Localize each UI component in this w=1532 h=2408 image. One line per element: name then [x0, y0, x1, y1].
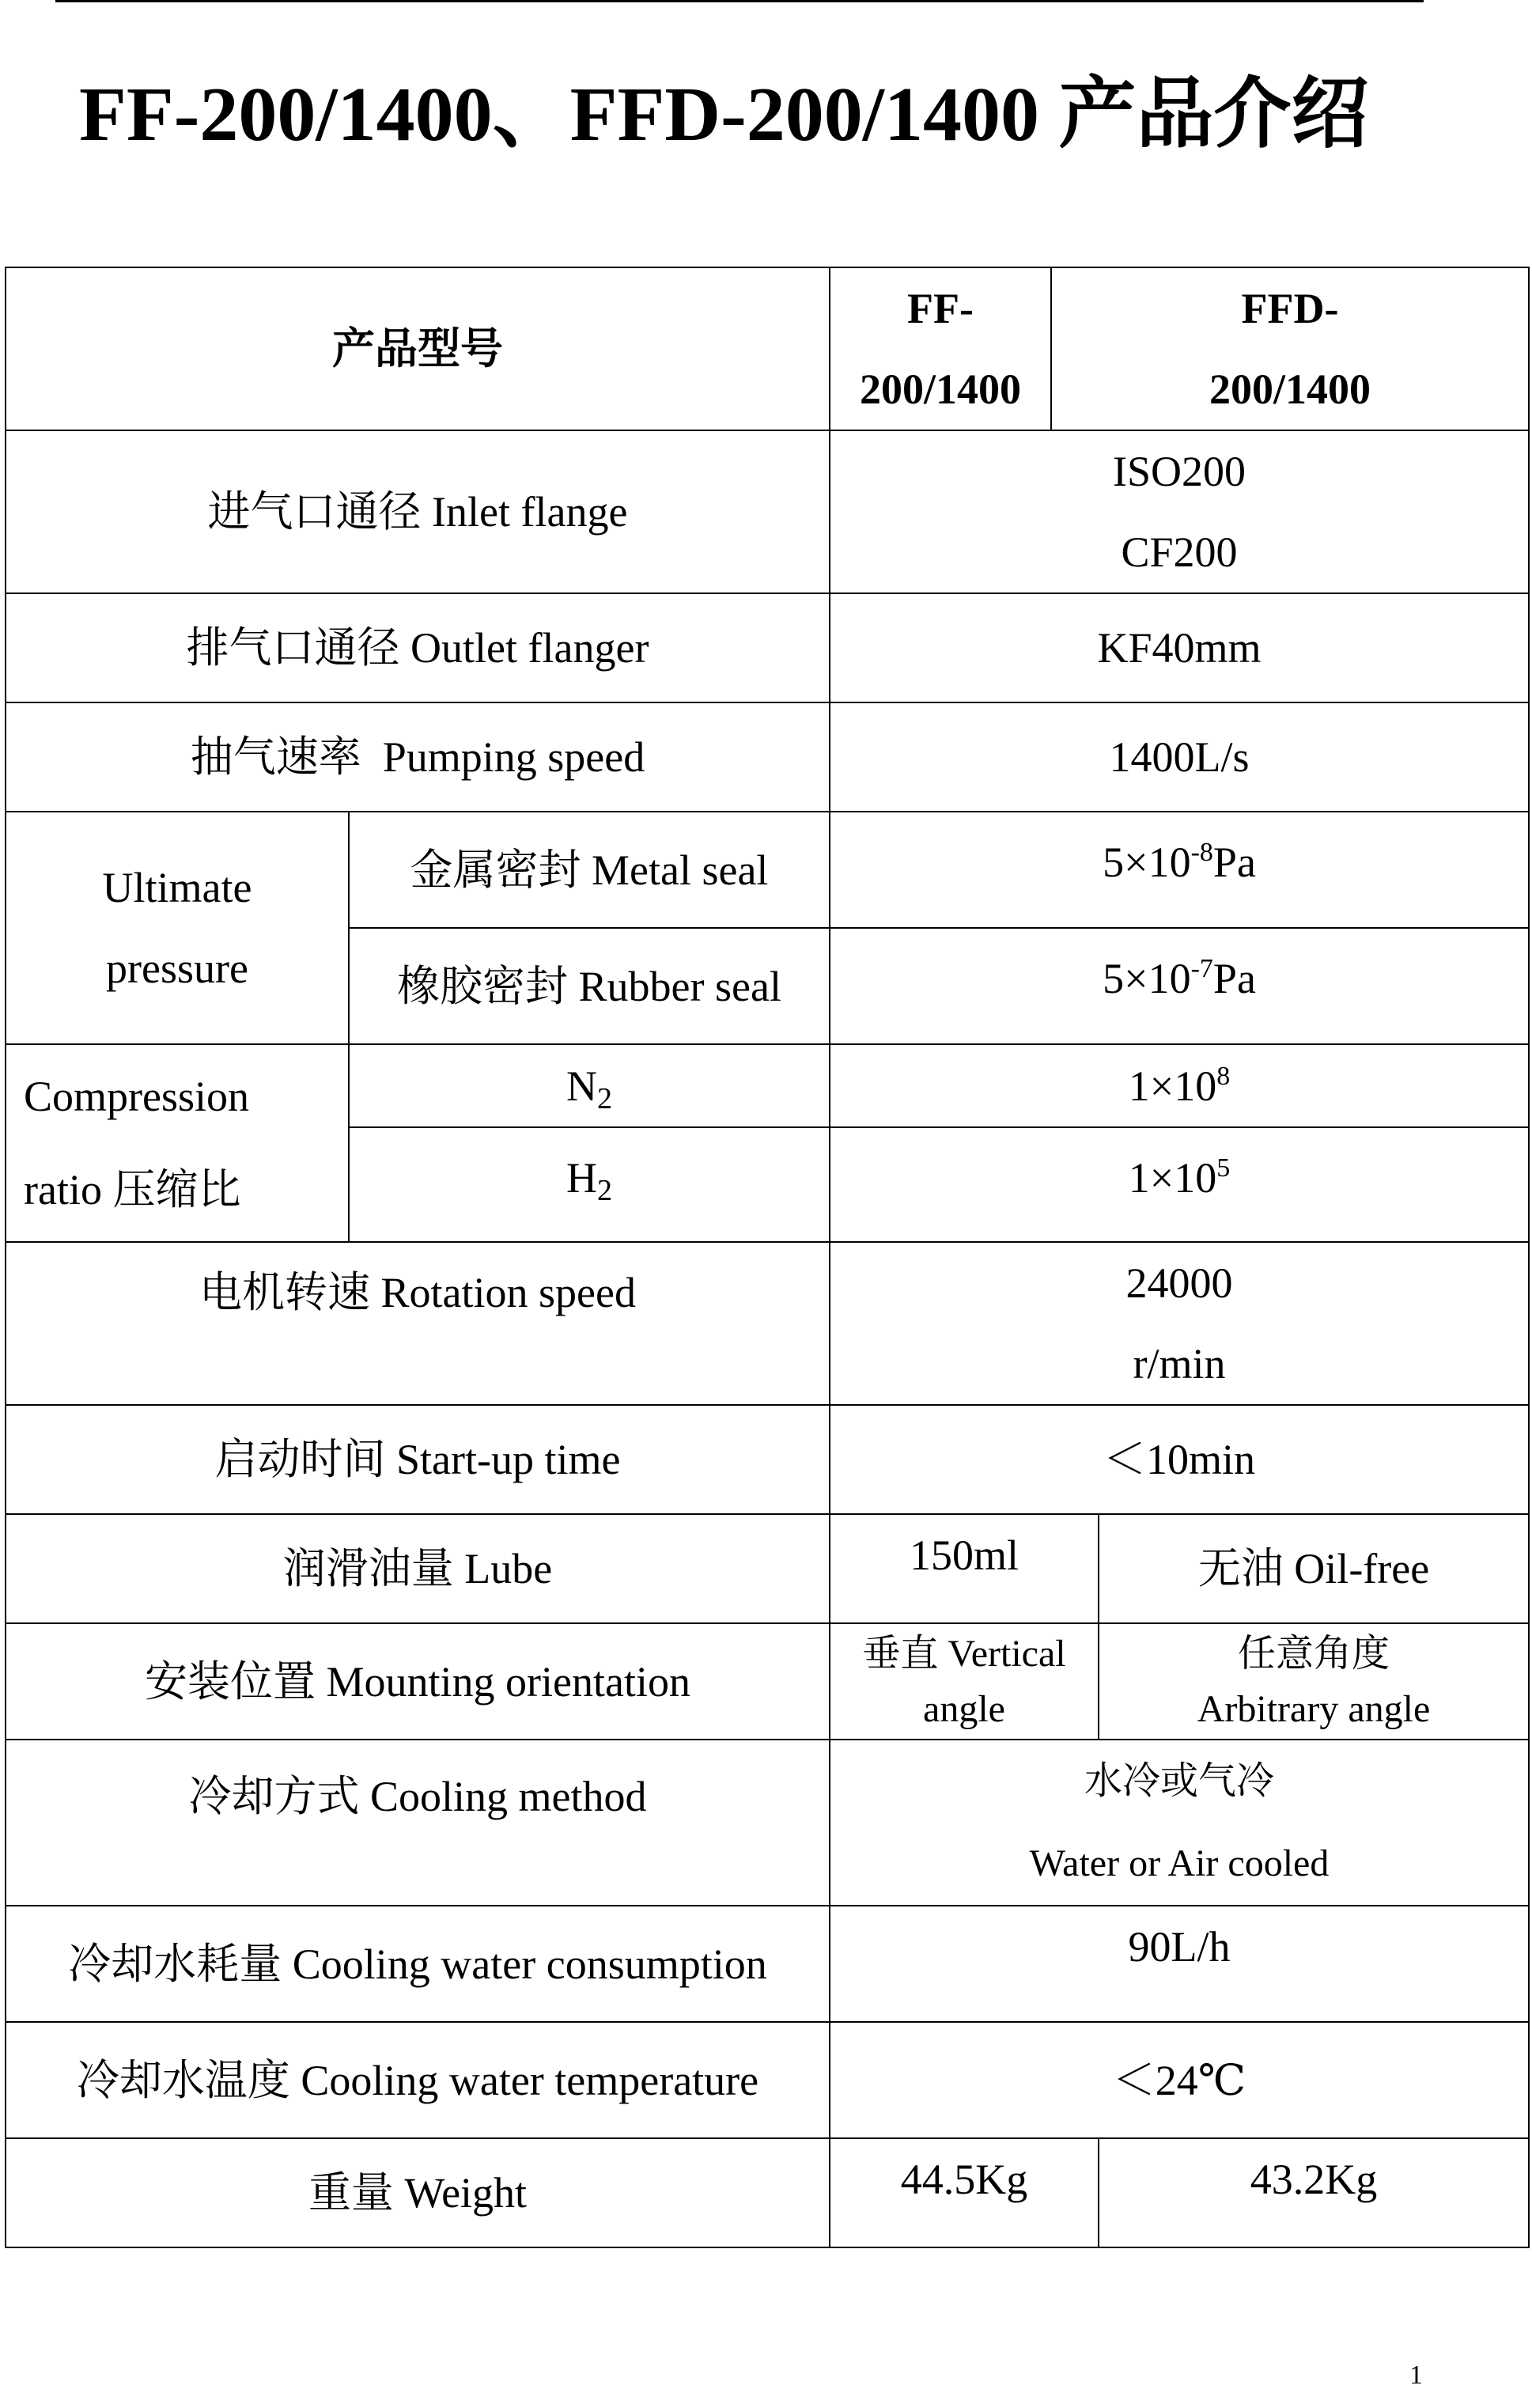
compression-label-line-2: ratio 压缩比 [24, 1166, 241, 1213]
lube-ff-value: 150ml [830, 1514, 1099, 1623]
water-temp-value: ＜24℃ [830, 2022, 1529, 2138]
top-rule [55, 0, 1424, 2]
outlet-row [6, 593, 1529, 702]
mounting-row [6, 1623, 1529, 1740]
inlet-value-cell [830, 430, 1529, 593]
weight-label: 重量 Weight [6, 2138, 830, 2247]
spec-table [5, 267, 1530, 2248]
lube-row [6, 1514, 1529, 1623]
inlet-value-line-2: CF200 [1121, 528, 1238, 576]
rotation-label: 电机转速 Rotation speed [6, 1242, 830, 1405]
mounting-ff-line-1: 垂直 Vertical [862, 1632, 1066, 1675]
page-number: 1 [1409, 2361, 1423, 2390]
compression-label-cell [6, 1044, 349, 1242]
mounting-ff-cell [830, 1623, 1099, 1740]
pumping-row [6, 702, 1529, 812]
water-consumption-value: 90L/h [830, 1906, 1529, 2022]
model-label: 产品型号 [6, 267, 830, 430]
metal-seal-value-unit: Pa [1212, 839, 1256, 886]
h2-label [349, 1127, 830, 1242]
cooling-label: 冷却方式 Cooling method [6, 1740, 830, 1906]
startup-row [6, 1405, 1529, 1514]
water-temp-label: 冷却水温度 Cooling water temperature [6, 2022, 830, 2138]
ff-model-cell [830, 267, 1051, 430]
ultimate-label-cell [6, 812, 349, 1044]
metal-seal-value [830, 812, 1529, 928]
mounting-ffd-cell [1099, 1623, 1529, 1740]
h2-label-sub: 2 [597, 1174, 612, 1207]
lube-label: 润滑油量 Lube [6, 1514, 830, 1623]
mounting-label: 安装位置 Mounting orientation [6, 1623, 830, 1740]
mounting-ff-line-2: angle [923, 1687, 1005, 1730]
rotation-value-line-2: r/min [1133, 1340, 1226, 1388]
ffd-model-cell [1051, 267, 1529, 430]
rotation-value-line-1: 24000 [1125, 1259, 1233, 1307]
outlet-label: 排气口通径 Outlet flanger [6, 593, 830, 702]
n2-label-base: N [566, 1062, 597, 1110]
ffd-model-line-2: 200/1400 [1209, 365, 1371, 413]
rotation-value-cell [830, 1242, 1529, 1405]
rubber-seal-value-unit: Pa [1212, 955, 1256, 1002]
inlet-row [6, 430, 1529, 593]
water-consumption-row [6, 1906, 1529, 2022]
cooling-value-line-1: 水冷或气冷 [1084, 1760, 1275, 1802]
rubber-seal-value [830, 928, 1529, 1044]
h2-label-base: H [566, 1154, 597, 1202]
model-row [6, 267, 1529, 430]
lube-ffd-value: 无油 Oil-free [1099, 1514, 1529, 1623]
metal-seal-label: 金属密封 Metal seal [349, 812, 830, 928]
startup-label: 启动时间 Start-up time [6, 1405, 830, 1514]
h2-value-exp: 5 [1216, 1153, 1231, 1183]
ff-model-line-1: FF- [907, 285, 974, 332]
water-temp-row [6, 2022, 1529, 2138]
mounting-ffd-line-2: Arbitrary angle [1197, 1687, 1431, 1730]
rubber-seal-label: 橡胶密封 Rubber seal [349, 928, 830, 1044]
n2-value-exp: 8 [1216, 1061, 1231, 1091]
n2-label-sub: 2 [597, 1081, 612, 1115]
ultimate-label-line-1: Ultimate [102, 864, 252, 911]
pumping-value: 1400L/s [830, 702, 1529, 812]
inlet-label: 进气口通径 Inlet flange [6, 430, 830, 593]
metal-seal-value-exp: -8 [1190, 838, 1213, 867]
n2-value [830, 1044, 1529, 1127]
outlet-value: KF40mm [830, 593, 1529, 702]
cooling-value-line-2: Water or Air cooled [1029, 1842, 1330, 1884]
n2-value-base: 1×10 [1128, 1062, 1217, 1110]
pumping-label: 抽气速率 Pumping speed [6, 702, 830, 812]
cooling-value-cell [830, 1740, 1529, 1906]
h2-value-base: 1×10 [1128, 1154, 1217, 1202]
metal-seal-row [6, 812, 1529, 928]
rubber-seal-value-base: 5×10 [1103, 955, 1191, 1002]
weight-row [6, 2138, 1529, 2247]
rubber-seal-value-exp: -7 [1190, 954, 1213, 983]
water-consumption-label: 冷却水耗量 Cooling water consumption [6, 1906, 830, 2022]
ultimate-label-line-2: pressure [106, 945, 248, 992]
mounting-ffd-line-1: 任意角度 [1238, 1632, 1390, 1675]
h2-value [830, 1127, 1529, 1242]
cooling-row [6, 1740, 1529, 1906]
ffd-model-line-1: FFD- [1241, 285, 1339, 332]
inlet-value-line-1: ISO200 [1113, 448, 1246, 495]
rotation-row [6, 1242, 1529, 1405]
ff-model-line-2: 200/1400 [859, 365, 1021, 413]
metal-seal-value-base: 5×10 [1103, 839, 1191, 886]
compression-label-line-1: Compression [24, 1073, 250, 1120]
weight-ffd-value: 43.2Kg [1099, 2138, 1529, 2247]
n2-row [6, 1044, 1529, 1127]
startup-value: ＜10min [830, 1405, 1529, 1514]
weight-ff-value: 44.5Kg [830, 2138, 1099, 2247]
n2-label [349, 1044, 830, 1127]
page-title: FF-200/1400、FFD-200/1400 产品介绍 [79, 72, 1369, 157]
